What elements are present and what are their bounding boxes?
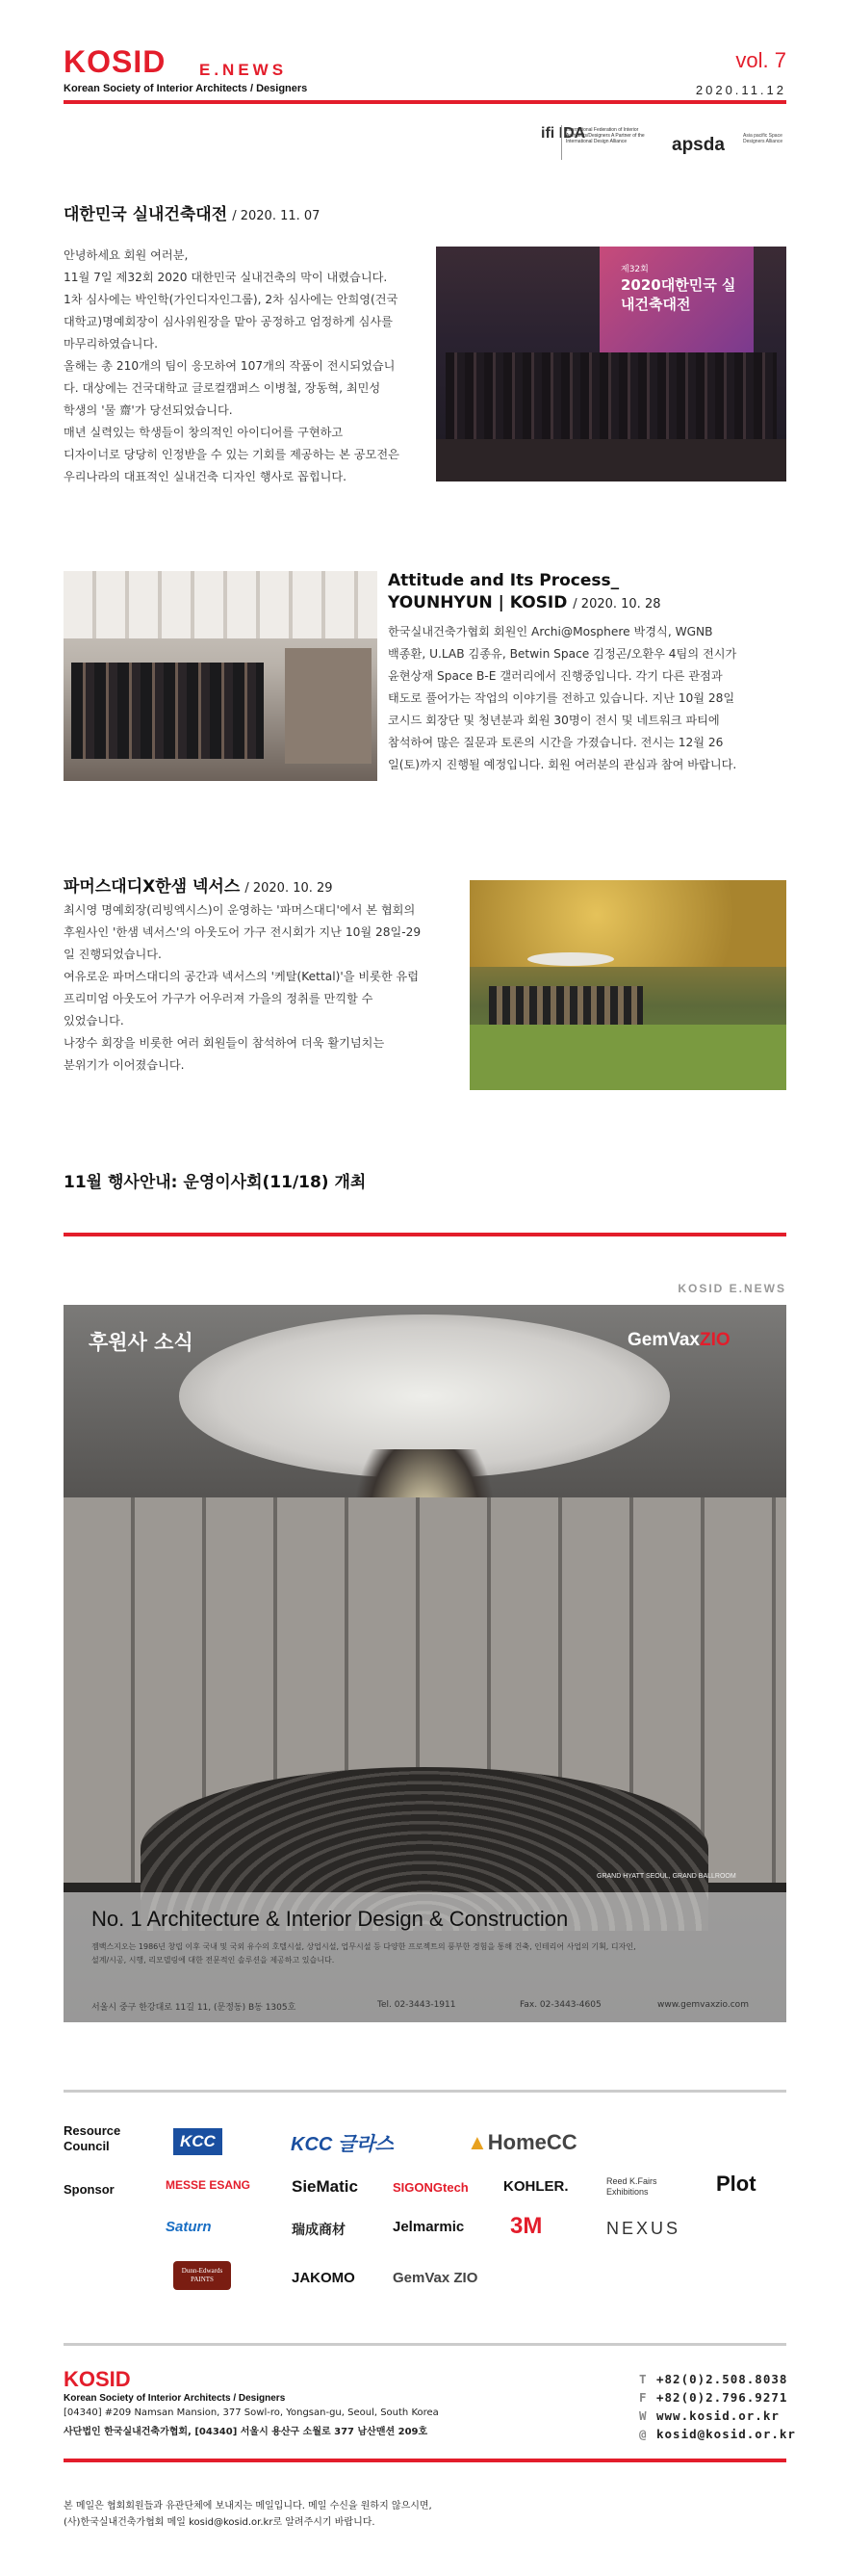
reed-kfairs-logo[interactable]: Reed K.Fairs Exhibitions	[606, 2176, 657, 2197]
article2-line: 한국실내건축가협회 회원인 Archi@Mosphere 박경식, WGNB	[388, 625, 713, 638]
footer-note-2: (사)한국실내건축가협회 메일 kosid@kosid.or.kr로 알려주시기 바랍니다.	[64, 2517, 375, 2528]
sponsor-tel: Tel. 02-3443-1911	[377, 2000, 456, 2010]
sponsor-enews-tag: KOSID E.NEWS	[678, 1282, 786, 1295]
article3-title: 파머스대디X한샘 넥서스	[64, 877, 241, 897]
article2-line: 윤현상재 Space B-E 갤러리에서 진행중입니다. 각기 다른 관점과	[388, 669, 723, 683]
event-notice[interactable]: 11월 행사안내: 운영이사회(11/18) 개최	[64, 1173, 367, 1192]
article2-line: 태도로 풀어가는 작업의 이야기를 전하고 있습니다. 지난 10월 28일	[388, 691, 735, 705]
article1-body	[64, 245, 427, 488]
fax-label: F	[639, 2390, 648, 2405]
article3-line: 있었습니다.	[64, 1014, 124, 1028]
kosid-logo[interactable]: KOSID	[64, 44, 167, 79]
saturn-logo[interactable]: Saturn	[166, 2219, 212, 2235]
lawn	[470, 1025, 786, 1090]
seosung-logo[interactable]: 瑞成商材	[292, 2222, 346, 2237]
resource-council-label: Resource Council	[64, 2123, 121, 2153]
ifi-ida-logo[interactable]	[541, 125, 656, 164]
article1-line: 우리나라의 대표적인 실내건축 디자인 행사로 꼽힙니다.	[64, 470, 347, 483]
sponsor-headline: No. 1 Architecture & Interior Design & Construction	[91, 1907, 569, 1931]
younhyun-gallery-photo[interactable]	[64, 571, 377, 781]
gallery-ceiling	[64, 571, 377, 638]
footer-kosid-logo[interactable]: KOSID	[64, 2367, 131, 2391]
sponsor-desc-line: 설계/시공, 시행, 리모델링에 대한 전문적인 솔루션을 제공하고 있습니다.	[91, 1956, 335, 1965]
sponsor-description	[91, 1940, 765, 1967]
apsda-logo[interactable]: apsda	[672, 135, 725, 155]
article2-line: 백종환, U.LAB 김종유, Betwin Space 김정곤/오환우 4팀의 전시가	[388, 647, 737, 661]
jelmarmic-logo[interactable]: Jelmarmic	[393, 2219, 465, 2235]
article2-body	[388, 621, 786, 776]
issue-date: 2020.11.12	[695, 83, 786, 97]
article1-line: 학생의 '물 齋'가 당선되었습니다.	[64, 403, 233, 417]
article1-title: 대한민국 실내건축대전	[64, 205, 228, 224]
photo-location-label: GRAND HYATT SEOUL, GRAND BALLROOM	[597, 1873, 736, 1880]
apsda-description: Asia pacific Space Designers Alliance	[743, 133, 783, 144]
article1-line: 디자이너로 당당히 인정받을 수 있는 기회를 제공하는 본 공모전은	[64, 448, 399, 461]
article2-heading	[388, 570, 661, 614]
sigongtech-logo[interactable]: SIGONGtech	[393, 2180, 469, 2195]
article2-line: 일(토)까지 진행될 예정입니다. 회원 여러분의 관심과 참여 바랍니다.	[388, 758, 737, 771]
exhibition-group-photo[interactable]	[436, 247, 786, 481]
article3-line: 후원사인 '한샘 넥서스'의 아웃도어 가구 전시회가 지난 10월 28일-29	[64, 925, 422, 939]
siematic-logo[interactable]: SieMatic	[292, 2177, 358, 2196]
article3-line: 나장수 회장을 비롯한 여러 회원들이 참석하여 더욱 활기넘치는	[64, 1036, 385, 1050]
kohler-logo[interactable]: KOHLER.	[503, 2178, 569, 2195]
website-link[interactable]: www.kosid.or.kr	[656, 2408, 780, 2423]
contact-block	[639, 2369, 796, 2442]
sponsor-website[interactable]: www.gemvaxzio.com	[657, 2000, 749, 2010]
footer-note-1: 본 메일은 협회회원들과 유관단체에 보내지는 메일입니다. 메일 수신을 원하지 않으시면,	[64, 2501, 432, 2511]
footer-divider	[64, 2459, 786, 2462]
article3-line: 여유로운 파머스대디의 공간과 넥서스의 '케탈(Kettal)'을 비롯한 유럽	[64, 970, 420, 983]
zio-wordmark: ZIO	[700, 1330, 731, 1350]
sponsor-address: 서울시 중구 한강대로 11길 11, (문정동) B동 1305호	[91, 2003, 296, 2013]
email-label: @	[639, 2427, 648, 2441]
article2-title-line2	[388, 592, 661, 614]
sponsor-desc-line: 젬백스지오는 1986년 창립 이후 국내 및 국외 유수의 호텔시설, 상업시설, 업무시설 등 다양한 프로젝트의 풍부한 경험을 통해 건축, 인테리어 사업의 기획, 디자인,	[91, 1942, 636, 1951]
sponsor-label: Sponsor	[64, 2182, 115, 2197]
exhibition-poster	[600, 247, 754, 352]
footer-address-en: [04340] #209 Namsan Mansion, 377 Sowl-ro, Yongsan-gu, Seoul, South Korea	[64, 2407, 439, 2418]
sponsor-fax: Fax. 02-3443-4605	[520, 2000, 602, 2010]
homecc-wordmark: HomeCC	[487, 2130, 577, 2154]
fax-number: +82(0)2.796.9271	[656, 2390, 788, 2405]
article1-line: 11월 7일 제32회 2020 대한민국 실내건축의 막이 내렸습니다.	[64, 271, 388, 284]
ifi-description: International Federation of Interior Architects/Designers A Partner of the International Design Alliance	[566, 127, 645, 144]
footer-org: Korean Society of Interior Architects / Designers	[64, 2393, 286, 2404]
jakomo-logo[interactable]: JAKOMO	[292, 2270, 355, 2286]
floor	[436, 439, 786, 481]
3m-logo[interactable]: 3M	[510, 2213, 543, 2239]
sponsor-section-title: 후원사 소식	[89, 1331, 193, 1354]
autumn-trees	[470, 880, 786, 967]
article1-line: 올해는 총 210개의 팀이 응모하여 107개의 작품이 전시되었습니	[64, 359, 396, 373]
volume-number: vol. 7	[735, 48, 786, 72]
ifi-divider	[541, 125, 562, 160]
header-divider	[64, 100, 786, 104]
article2-title-line1: Attitude and Its Process_	[388, 571, 620, 590]
poster-small-text: 제32회	[621, 265, 649, 274]
article1-line: 마무리하였습니다.	[64, 337, 159, 351]
article3-body	[64, 899, 458, 1077]
partners-divider-bottom	[64, 2343, 786, 2346]
article2-line: 코시드 회장단 및 청년분과 회원 30명이 전시 및 네트워크 파티에	[388, 714, 720, 727]
article3-line: 최시영 명예회장(리빙엑시스)이 운영하는 '파머스대디'에서 본 협회의	[64, 903, 416, 917]
article3-line: 분위기가 이어졌습니다.	[64, 1058, 185, 1072]
home-icon: ▲	[467, 2130, 488, 2154]
plot-logo[interactable]: Plot	[716, 2172, 756, 2196]
article1-line: 안녕하세요 회원 여러분,	[64, 248, 189, 262]
homecc-logo[interactable]	[467, 2130, 577, 2155]
partners-divider-top	[64, 2090, 786, 2093]
nexus-logo[interactable]: NEXUS	[606, 2219, 681, 2238]
kcc-logo[interactable]: KCC	[173, 2128, 222, 2155]
farmers-daddy-photo[interactable]	[470, 880, 786, 1090]
gemvaxzio-partner-logo[interactable]: GemVax ZIO	[393, 2270, 478, 2286]
article2-line: 참석하여 많은 질문과 토론의 시간을 가졌습니다. 전시는 12월 26	[388, 736, 724, 749]
ifi-ida-mark: ifi IDA	[541, 125, 586, 142]
article1-line: 매년 실력있는 학생들이 창의적인 아이디어를 구현하고	[64, 426, 344, 439]
enews-label: E.NEWS	[199, 61, 288, 79]
article3-line: 프리미엄 아웃도어 가구가 어우러져 가을의 정취를 만끽할 수	[64, 992, 373, 1005]
tel-number[interactable]: +82(0)2.508.8038	[656, 2372, 788, 2386]
article1-date: / 2020. 11. 07	[232, 209, 320, 223]
article1-line: 다. 대상에는 건국대학교 글로컬캠퍼스 이병철, 장동혁, 최민성	[64, 381, 381, 395]
gemvaxzio-logo[interactable]	[628, 1330, 731, 1351]
messe-esang-logo[interactable]: MESSE ESANG	[166, 2178, 251, 2192]
article1-heading	[64, 200, 320, 224]
article3-date: / 2020. 10. 29	[244, 881, 333, 896]
article1-line: 대학교)명예회장이 심사위원장을 맡아 공정하고 엄정하게 심사를	[64, 315, 393, 328]
article2-title: YOUNHYUN | KOSID	[388, 593, 568, 612]
visitors-group	[71, 663, 264, 759]
footer-address-ko: 사단법인 한국실내건축가협회, [04340] 서울시 용산구 소월로 377 남산맨션 209호	[64, 2427, 428, 2437]
web-label: W	[639, 2408, 648, 2423]
article3-heading	[64, 872, 333, 897]
header-subtitle: Korean Society of Interior Architects / Designers	[64, 83, 308, 94]
email-link[interactable]: kosid@kosid.or.kr	[656, 2427, 796, 2441]
tel-label: T	[639, 2372, 648, 2386]
gallery-wall	[285, 648, 372, 764]
notice-divider	[64, 1233, 786, 1236]
gemvax-wordmark: GemVax	[628, 1330, 700, 1350]
article3-line: 일 진행되었습니다.	[64, 948, 162, 961]
dunn-edwards-logo[interactable]: Dunn-Edwards PAINTS	[173, 2261, 231, 2290]
parasol	[527, 952, 614, 966]
article2-date: / 2020. 10. 28	[573, 597, 661, 611]
poster-title: 2020대한민국 실내건축대전	[621, 276, 736, 313]
article1-line: 1차 심사에는 박인학(가인디자인그룹), 2차 심사에는 안희영(건국	[64, 293, 398, 306]
seated-audience	[489, 986, 643, 1025]
kcc-glass-logo[interactable]: KCC 글라스	[291, 2134, 394, 2155]
